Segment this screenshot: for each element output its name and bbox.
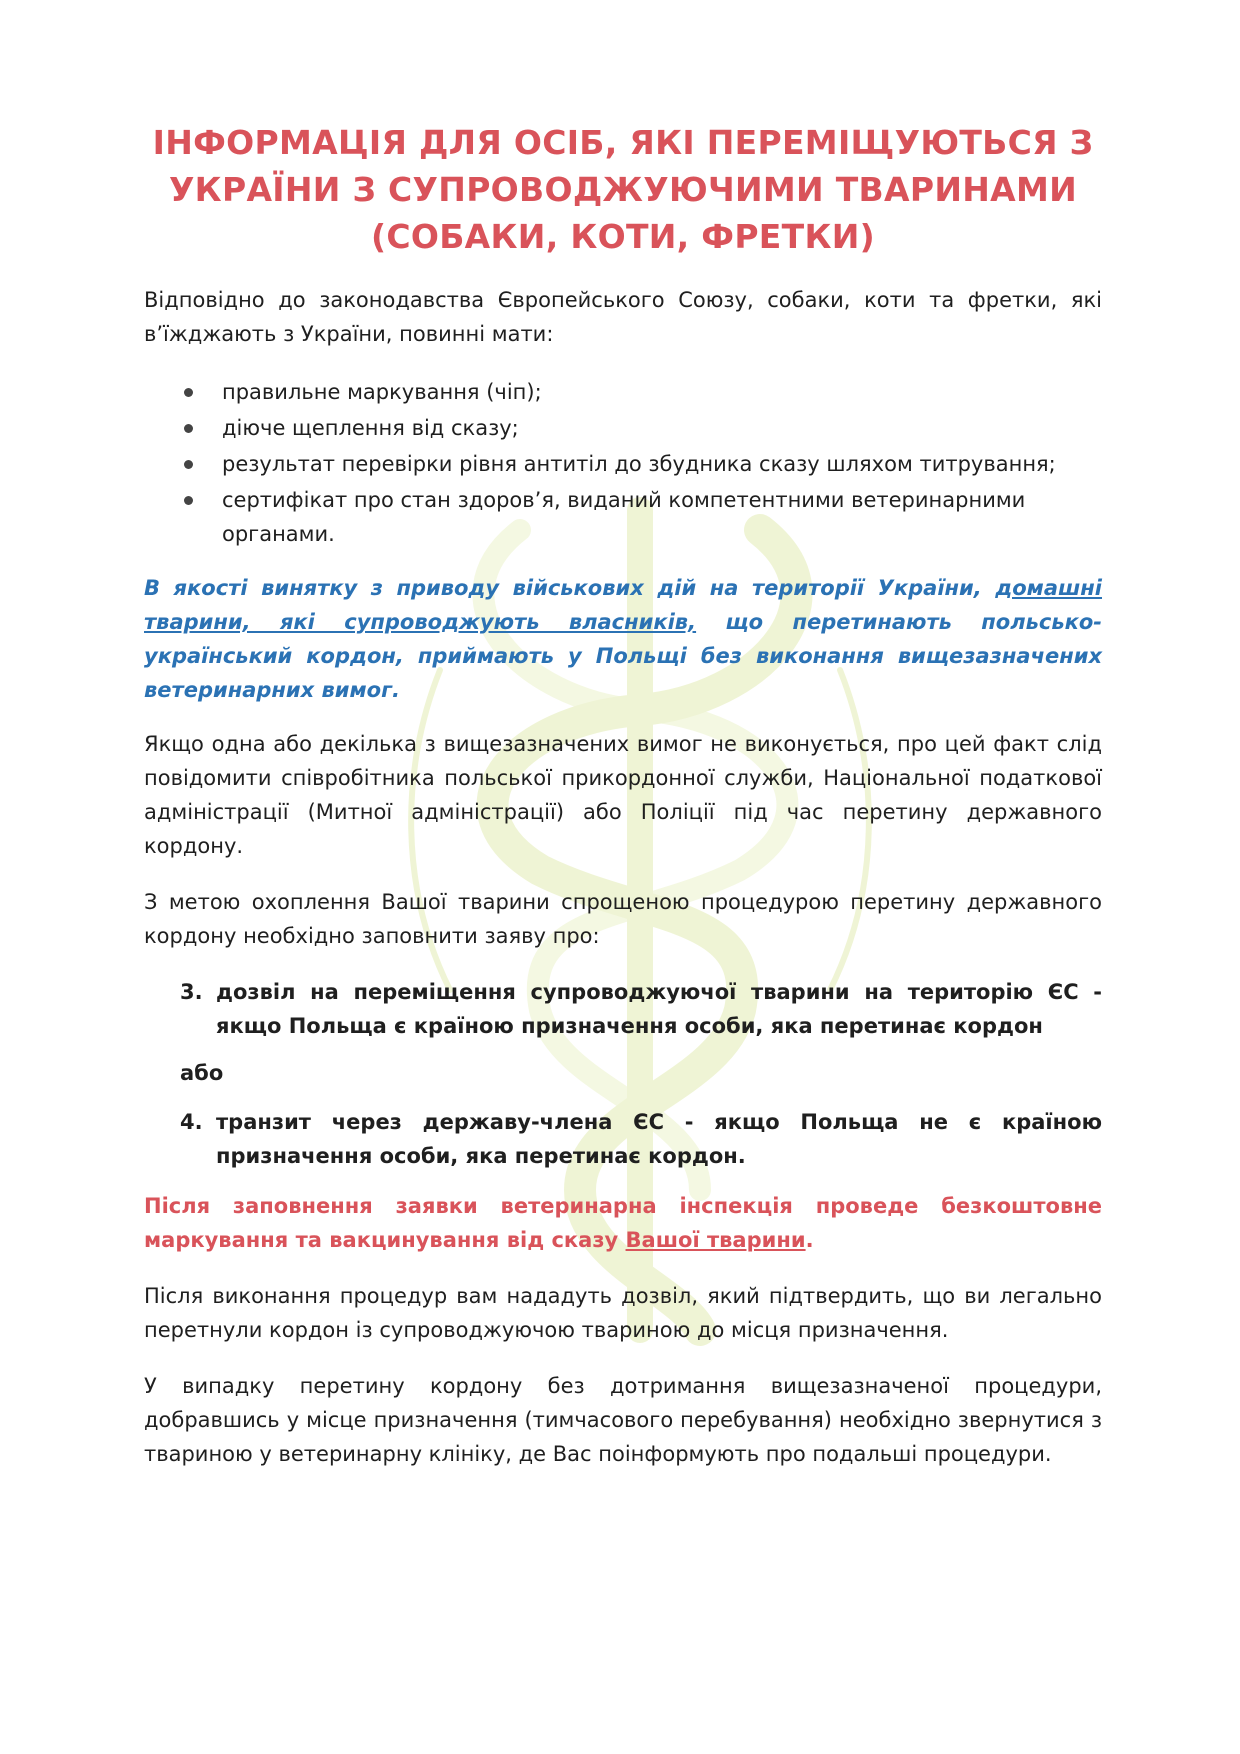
title-line-3: (СОБАКИ, КОТИ, ФРЕТКИ) <box>370 216 876 256</box>
permit-paragraph: Після виконання процедур вам нададуть дозвіл, який підтвердить, що ви легально перетнули кордон із супроводжуючою твариною до місця призначення. <box>144 1283 1102 1342</box>
list-item <box>180 411 1102 445</box>
page-title <box>144 120 1102 261</box>
free-service-underlined-text: Вашої тварини <box>625 1227 806 1252</box>
form-text: дозвіл на переміщення супроводжуючої тварини на територію ЄС - якщо Польща є країною призначення особи, яка перетинає кордон <box>216 979 1102 1038</box>
notify-paragraph: Якщо одна або декілька з вищезазначених вимог не виконується, про цей факт слід повідомити співробітника польської прикордонної служби, Національної податкової адміністрації (Митної адміністрації) або Поліції під час перетину державного кордону. <box>144 731 1102 858</box>
title-line-1: ІНФОРМАЦІЯ ДЛЯ ОСІБ, ЯКІ ПЕРЕМІЩУЮТЬСЯ З <box>152 123 1094 162</box>
item-number: 3. <box>180 979 203 1004</box>
requirement-text: діюче щеплення від сказу; <box>222 415 519 440</box>
or-label: або <box>180 1060 224 1085</box>
requirement-text: результат перевірки рівня антитіл до збудника сказу шляхом титрування; <box>222 451 1056 476</box>
document-content <box>144 120 1102 1493</box>
bullet-icon <box>184 424 193 433</box>
free-service-paragraph <box>144 1189 1102 1257</box>
item-number: 4. <box>180 1109 203 1134</box>
intro-paragraph: Відповідно до законодавства Європейського Союзу, собаки, коти та фретки, які в’їжджають з України, повинні мати: <box>144 287 1102 346</box>
application-forms-list <box>180 975 1102 1043</box>
exception-text-end: що перетинають польсько-український кордон, приймають у Польщі без виконання вищезазначених ветеринарних вимог. <box>144 609 1102 702</box>
list-item <box>180 1105 1102 1173</box>
requirement-text: правильне маркування (чіп); <box>222 379 542 404</box>
requirements-list <box>180 375 1102 551</box>
exception-underlined-text: домашні тварини, які супроводжують власників, <box>144 575 1102 634</box>
title-line-2: УКРАЇНИ З СУПРОВОДЖУЮЧИМИ ТВАРИНАМИ <box>168 169 1078 209</box>
list-item <box>180 375 1102 409</box>
free-service-text: Після заповнення заявки ветеринарна інспекція проведе безкоштовне маркування та вакцинування від сказу <box>144 1193 1102 1252</box>
bullet-icon <box>184 460 193 469</box>
exception-paragraph <box>144 571 1102 707</box>
exception-text-start: В якості винятку з приводу військових дій на території України, <box>144 575 996 600</box>
list-item <box>180 483 1102 551</box>
no-procedure-paragraph: У випадку перетину кордону без дотримання вищезазначеної процедури, добравшись у місце призначення (тимчасового перебування) необхідно звернутися з твариною у ветеринарну клініку, де Вас поінформують про подальші процедури. <box>144 1373 1102 1466</box>
list-item <box>180 975 1102 1043</box>
free-service-end: . <box>805 1227 814 1252</box>
list-item <box>180 447 1102 481</box>
bullet-icon <box>184 496 193 505</box>
form-text: транзит через державу-члена ЄС - якщо Польща не є країною призначення особи, яка перетинає кордон. <box>216 1109 1102 1168</box>
requirement-text: сертифікат про стан здоров’я, виданий компетентними ветеринарними органами. <box>222 487 1026 546</box>
application-forms-list-2 <box>180 1105 1102 1173</box>
procedure-intro-paragraph: З метою охоплення Вашої тварини спрощеною процедурою перетину державного кордону необхідно заповнити заяву про: <box>144 889 1102 948</box>
bullet-icon <box>184 388 193 397</box>
